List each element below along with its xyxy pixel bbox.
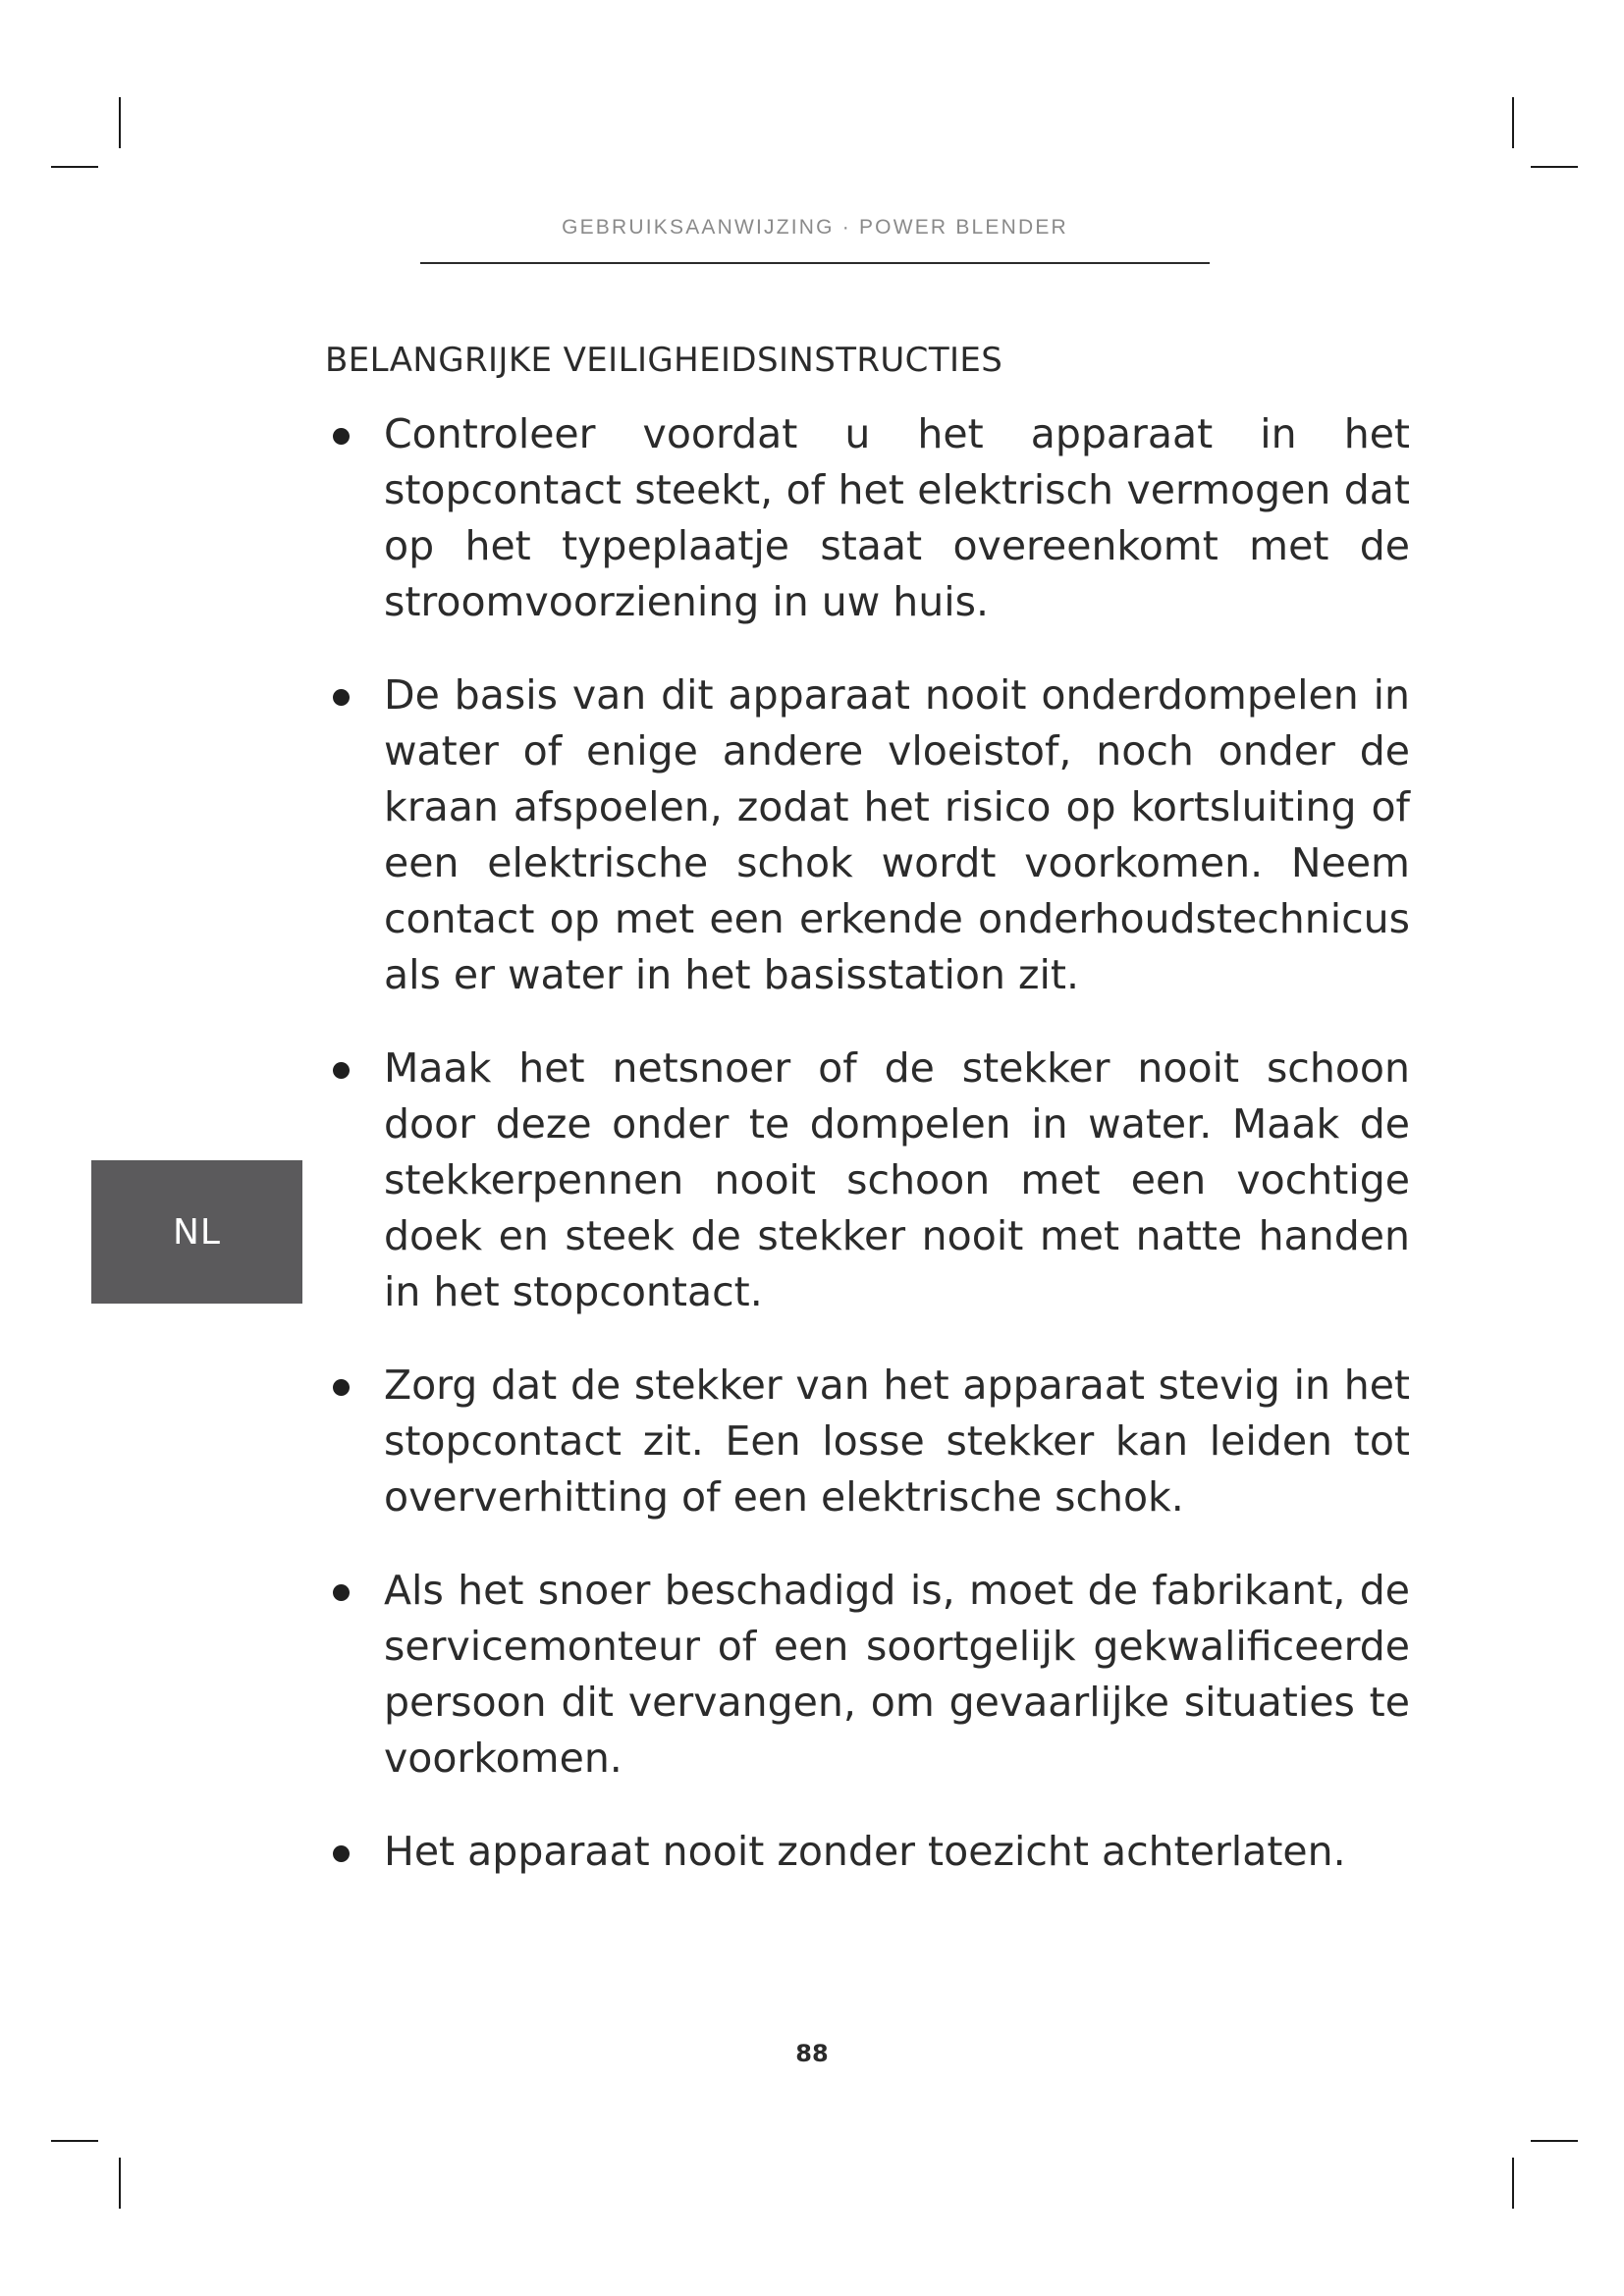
crop-mark-top-right-vertical [1512, 97, 1514, 148]
instruction-text: Controleer voordat u het apparaat in het stopcontact steekt, of het elektrisch vermogen dat op het typeplaatje staat overeenkomt met de stroomvoorziening in uw huis. [384, 410, 1410, 625]
instruction-item [325, 667, 1410, 1003]
crop-mark-bottom-left-vertical [119, 2158, 121, 2209]
instruction-text: Het apparaat nooit zonder toezicht achterlaten. [384, 1828, 1346, 1875]
instruction-item [325, 406, 1410, 630]
bullet-icon [333, 1845, 350, 1862]
safety-instruction-list [325, 406, 1410, 1917]
instruction-item [325, 1563, 1410, 1787]
section-title: BELANGRIJKE VEILIGHEIDSINSTRUCTIES [325, 341, 1003, 380]
crop-mark-bottom-left-horizontal [51, 2140, 98, 2142]
language-tab-label: NL [173, 1211, 221, 1253]
crop-mark-bottom-right-vertical [1512, 2158, 1514, 2209]
instruction-text: Maak het netsnoer of de stekker nooit schoon door deze onder te dompelen in water. Maak de stekkerpennen nooit schoon met een vochtige doek en steek de stekker nooit met natte handen in het stopcontact. [384, 1044, 1410, 1315]
bullet-icon [333, 428, 350, 445]
page-number: 88 [795, 2040, 829, 2067]
bullet-icon [333, 1062, 350, 1079]
header-divider [420, 262, 1210, 264]
crop-mark-top-left-vertical [119, 97, 121, 148]
crop-mark-top-left-horizontal [51, 166, 98, 168]
instruction-item [325, 1041, 1410, 1320]
language-tab [91, 1160, 302, 1304]
instruction-text: De basis van dit apparaat nooit onderdompelen in water of enige andere vloeistof, noch onder de kraan afspoelen, zodat het risico op kortsluiting of een elektrische schok wordt voorkomen. Neem contact op met een erkende onderhoudstechnicus als er water in het basisstation zit. [384, 671, 1410, 998]
instruction-item [325, 1824, 1410, 1880]
bullet-icon [333, 689, 350, 706]
crop-mark-bottom-right-horizontal [1531, 2140, 1578, 2142]
bullet-icon [333, 1379, 350, 1396]
instruction-item [325, 1358, 1410, 1525]
running-header: GEBRUIKSAANWIJZING · POWER BLENDER [562, 216, 1068, 239]
instruction-text: Zorg dat de stekker van het apparaat stevig in het stopcontact zit. Een losse stekker kan leiden tot oververhitting of een elektrische schok. [384, 1362, 1410, 1521]
bullet-icon [333, 1584, 350, 1601]
crop-mark-top-right-horizontal [1531, 166, 1578, 168]
instruction-text: Als het snoer beschadigd is, moet de fabrikant, de servicemonteur of een soortgelijk gekwalificeerde persoon dit vervangen, om gevaarlijke situaties te voorkomen. [384, 1567, 1410, 1782]
